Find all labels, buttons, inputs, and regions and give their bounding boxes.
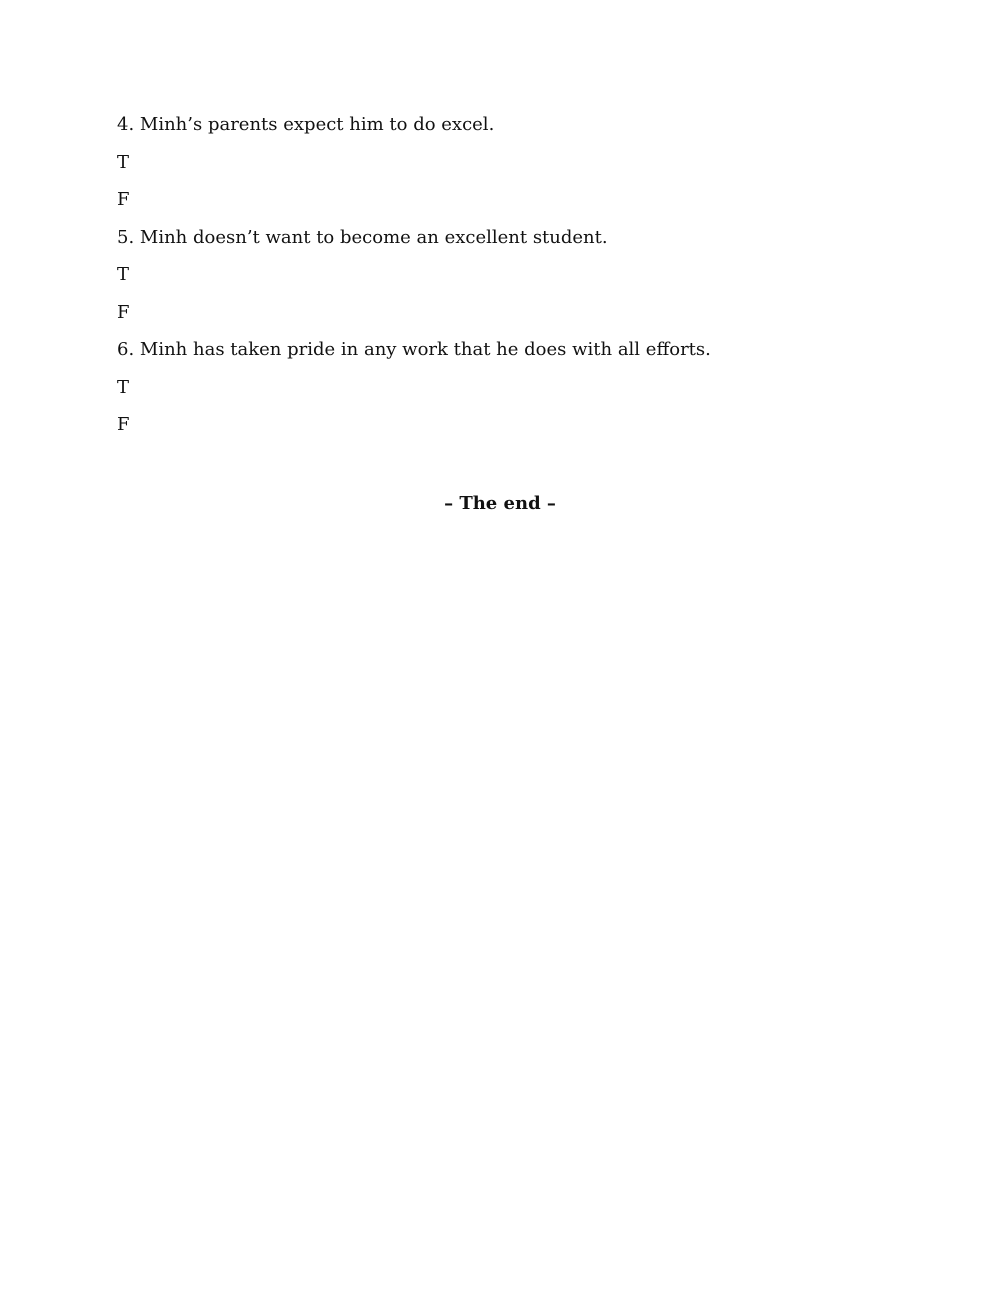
question-4-option-false[interactable]: F	[117, 189, 130, 210]
question-4-text: 4. Minh’s parents expect him to do excel.	[117, 114, 495, 135]
question-5-option-false[interactable]: F	[117, 301, 130, 323]
question-4-option-true[interactable]: T	[117, 151, 130, 173]
question-list	[117, 114, 887, 452]
question-6-text: 6. Minh has taken pride in any work that he does with all efforts.	[117, 339, 711, 360]
question-5-option-true[interactable]: T	[117, 264, 130, 285]
question-6-option-false[interactable]: F	[117, 414, 130, 435]
question-6-option-true[interactable]: T	[117, 376, 130, 398]
the-end-footer: – The end –	[444, 493, 556, 514]
question-5-text: 5. Minh doesn’t want to become an excellent student.	[117, 226, 608, 248]
